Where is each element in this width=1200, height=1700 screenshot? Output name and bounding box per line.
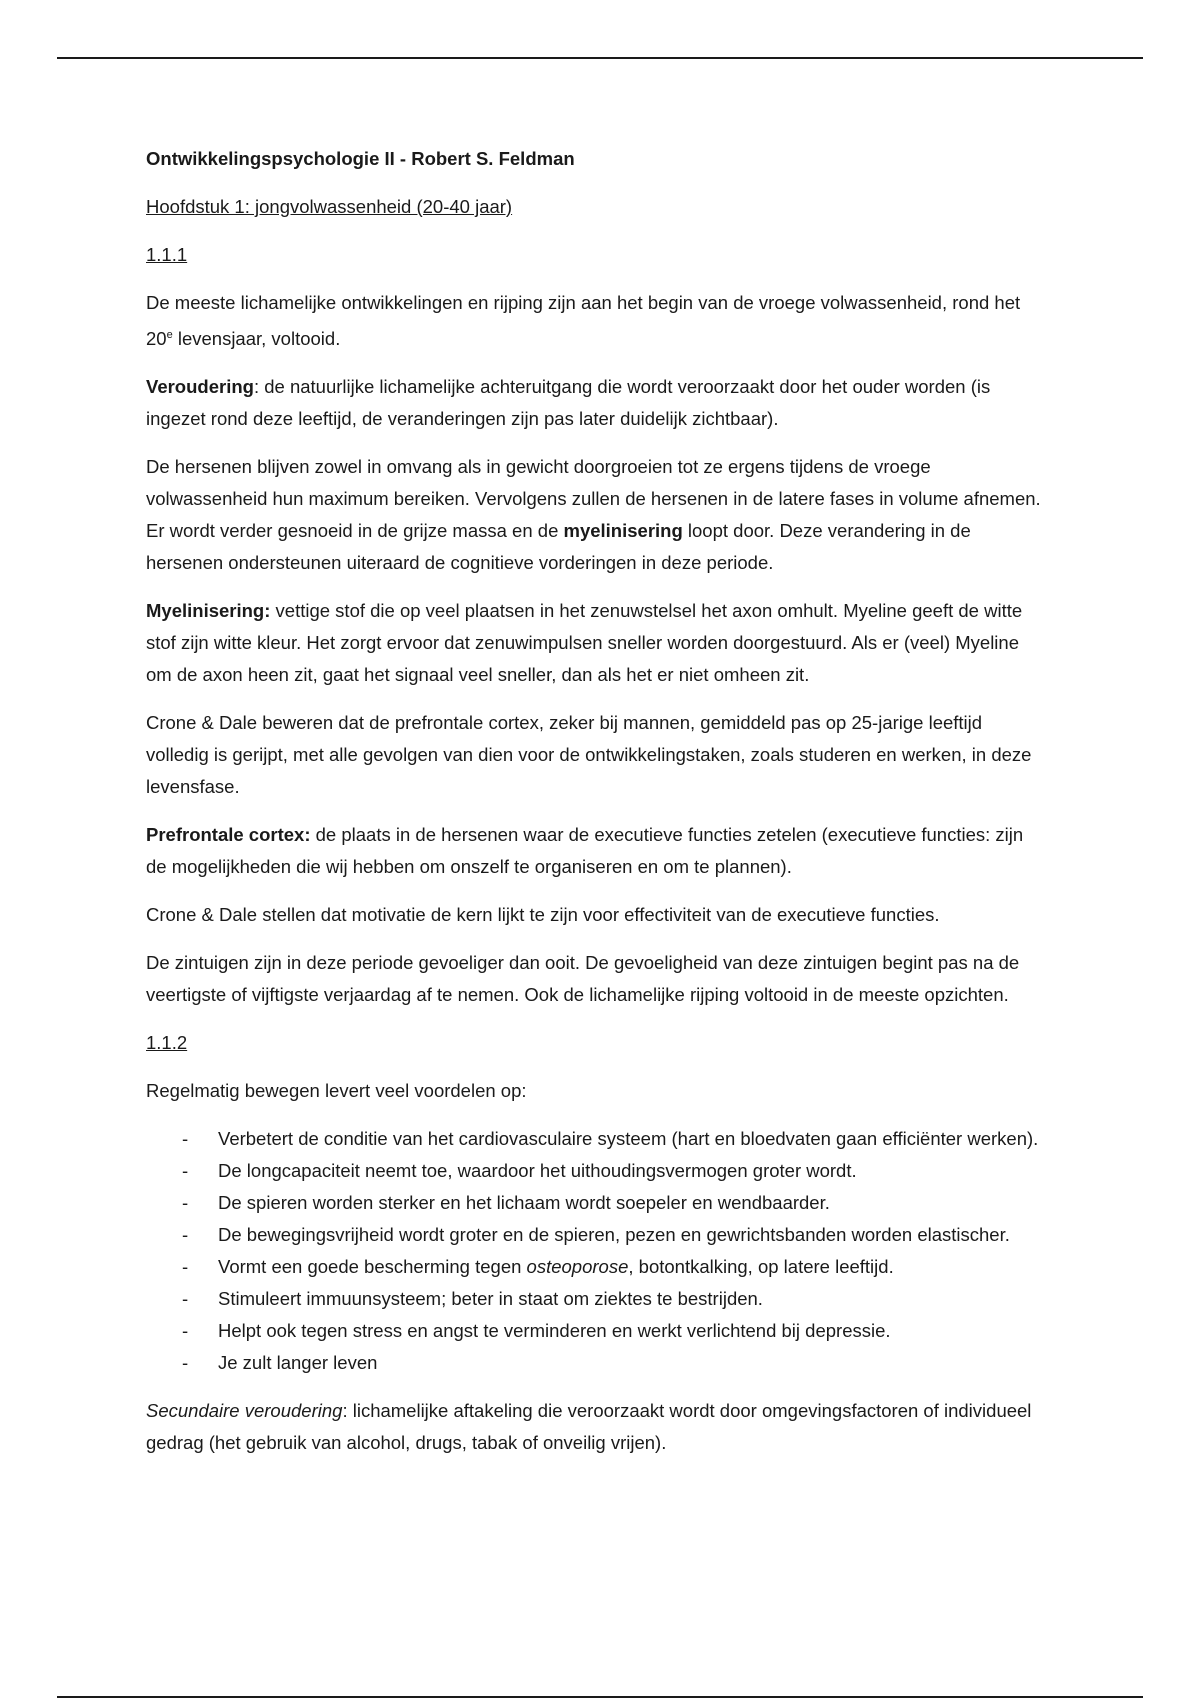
definition-veroudering bbox=[146, 371, 1046, 435]
definition-myelinisering bbox=[146, 595, 1046, 691]
paragraph-crone-dale-2: Crone & Dale stellen dat motivatie de kern lijkt te zijn voor effectiviteit van de executieve functies. bbox=[146, 904, 940, 926]
benefits-list bbox=[146, 1123, 1046, 1379]
section-heading-text: 1.1.1 bbox=[146, 244, 188, 265]
definition-text: : lichamelijke aftakeling die veroorzaakt wordt door omgevingsfactoren of individueel gedrag (het gebruik van alcohol, drugs, tabak of onveilig vrijen). bbox=[146, 1400, 1032, 1454]
definition-text: de plaats in de hersenen waar de executieve functies zetelen (executieve functies: zijn de mogelijkheden die wij hebben om onszelf te organiseren en om te plannen). bbox=[146, 824, 1024, 878]
section-heading-text: 1.1.2 bbox=[146, 1032, 188, 1054]
definition-secundaire-veroudering bbox=[146, 1395, 1046, 1459]
superscript-e: e bbox=[166, 329, 173, 341]
list-item: - Stimuleert immuunsysteem; beter in staat om ziektes te bestrijden. bbox=[146, 1283, 1046, 1315]
term-myelinisering-inline: myelinisering bbox=[563, 520, 683, 542]
list-item bbox=[146, 1251, 1046, 1283]
paragraph-text: De meeste lichamelijke ontwikkelingen en rijping zijn aan het begin van de vroege volwassenheid, rond het 20 bbox=[146, 292, 1021, 350]
list-item: - De bewegingsvrijheid wordt groter en de spieren, pezen en gewrichtsbanden worden elastischer. bbox=[146, 1219, 1046, 1251]
definition-text: : de natuurlijke lichamelijke achteruitgang die wordt veroorzaakt door het ouder worden (is ingezet rond deze leeftijd, de veranderingen zijn pas later duidelijk zichtbaar). bbox=[146, 376, 991, 430]
paragraph-text: loopt door. Deze verandering in de hersenen ondersteunen uiteraard de cognitieve vorderingen in deze periode. bbox=[146, 520, 971, 574]
paragraph-bewegen-intro: Regelmatig bewegen levert veel voordelen op: bbox=[146, 1080, 527, 1102]
header-rule bbox=[57, 57, 1143, 59]
document-title: Ontwikkelingspsychologie II - Robert S. Feldman bbox=[146, 148, 575, 169]
definition-text: vettige stof die op veel plaatsen in het zenuwstelsel het axon omhult. Myeline geeft de witte stof zijn witte kleur. Het zorgt ervoor dat zenuwimpulsen sneller worden doorgestuurd. Als er (veel) Myeline om de axon heen zit, gaat het signaal veel sneller, dan als het er niet omheen zit. bbox=[146, 600, 1023, 686]
footer-rule bbox=[57, 1696, 1143, 1698]
list-item: - Je zult langer leven bbox=[146, 1347, 1046, 1379]
paragraph-crone-dale-1: Crone & Dale beweren dat de prefrontale cortex, zeker bij mannen, gemiddeld pas op 25-jarige leeftijd volledig is gerijpt, met alle gevolgen van dien voor de ontwikkelingstaken, zoals studeren en werken, in deze levensfase. bbox=[146, 712, 1032, 798]
paragraph-text: De hersenen blijven zowel in omvang als in gewicht doorgroeien tot ze ergens tijdens de vroege volwassenheid hun maximum bereiken. Vervolgens zullen de hersenen in de latere fases in volume afnemen. Er wordt verder gesnoeid in de grijze massa en de bbox=[146, 456, 1041, 542]
paragraph-hersenen bbox=[146, 451, 1046, 579]
paragraph-rijping bbox=[146, 287, 1046, 355]
section-heading-1-1-2 bbox=[146, 1027, 1046, 1059]
paragraph-text: levensjaar, voltooid. bbox=[172, 328, 341, 350]
chapter-heading bbox=[146, 191, 1046, 223]
list-item: - De longcapaciteit neemt toe, waardoor het uithoudingsvermogen groter wordt. bbox=[146, 1155, 1046, 1187]
paragraph-zintuigen: De zintuigen zijn in deze periode gevoeliger dan ooit. De gevoeligheid van deze zintuigen begint pas na de veertigste of vijftigste verjaardag af te nemen. Ook de lichamelijke rijping voltooid in de meeste opzichten. bbox=[146, 952, 1020, 1006]
term-osteoporose: osteoporose bbox=[526, 1256, 629, 1278]
term-secundaire-veroudering: Secundaire veroudering bbox=[146, 1400, 343, 1422]
document-body bbox=[146, 143, 1046, 1475]
chapter-heading-text: Hoofdstuk 1: jongvolwassenheid (20-40 jaar) bbox=[146, 196, 513, 217]
term-veroudering: Veroudering bbox=[146, 376, 254, 398]
section-heading-1-1-1 bbox=[146, 239, 1046, 271]
list-item-text: , botontkalking, op latere leeftijd. bbox=[628, 1256, 894, 1278]
term-myelinisering: Myelinisering: bbox=[146, 600, 271, 622]
term-prefrontale-cortex: Prefrontale cortex: bbox=[146, 824, 311, 846]
list-item: - Verbetert de conditie van het cardiovasculaire systeem (hart en bloedvaten gaan efficiënter werken). bbox=[146, 1123, 1046, 1155]
list-item: - Helpt ook tegen stress en angst te verminderen en werkt verlichtend bij depressie. bbox=[146, 1315, 1046, 1347]
list-item: - De spieren worden sterker en het lichaam wordt soepeler en wendbaarder. bbox=[146, 1187, 1046, 1219]
definition-prefrontale-cortex bbox=[146, 819, 1046, 883]
list-item-text: Vormt een goede bescherming tegen bbox=[218, 1256, 527, 1278]
